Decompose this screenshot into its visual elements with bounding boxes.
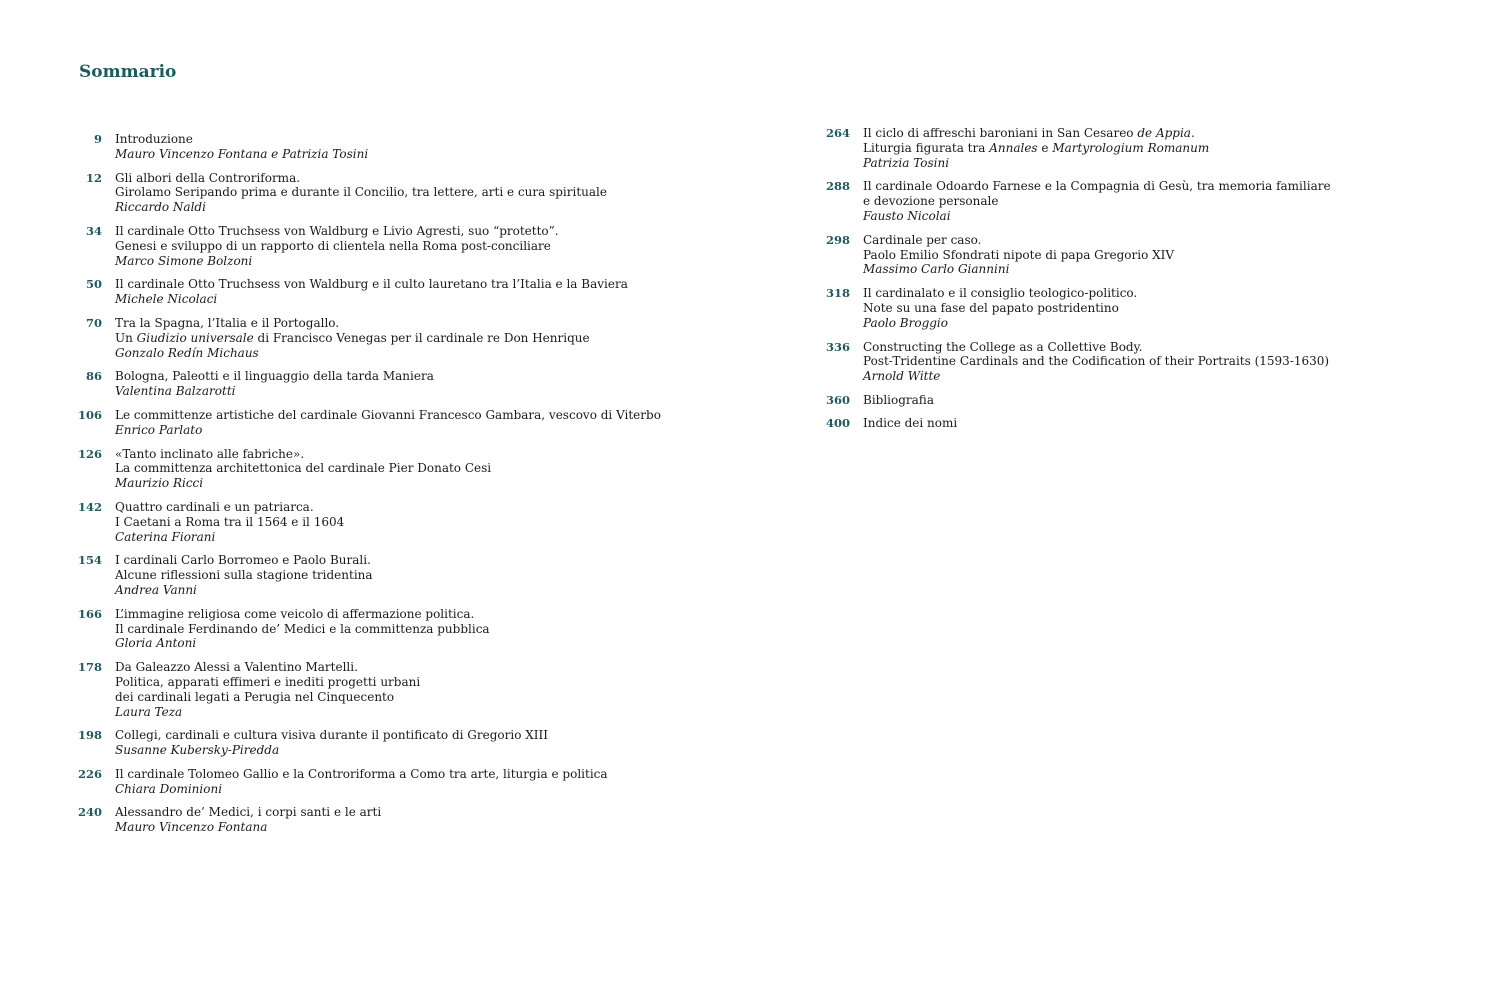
- title-text: Il ciclo di affreschi baroniani in San Cesareo: [863, 126, 1138, 140]
- toc-entry[interactable]: [810, 393, 1450, 408]
- entry-author: Maurizio Ricci: [115, 476, 204, 491]
- page-number: 166: [77, 606, 102, 621]
- toc-entry[interactable]: [810, 233, 1450, 277]
- page-number: 318: [825, 286, 850, 301]
- page-number: 298: [825, 232, 850, 247]
- page-number: 126: [77, 446, 102, 461]
- entry-author: Marco Simone Bolzoni: [115, 253, 253, 268]
- page-number: 226: [77, 766, 102, 781]
- toc-entry[interactable]: [62, 607, 702, 651]
- toc-right-column: [810, 126, 1450, 439]
- page-number: 400: [825, 415, 850, 430]
- page-number: 12: [85, 170, 102, 185]
- toc-entry[interactable]: [810, 126, 1450, 170]
- entry-title: Il cardinale Otto Truchsess von Waldburg e Livio Agresti, suo “protetto”.: [115, 223, 559, 238]
- entry-title: Il cardinalato e il consiglio teologico-politico.: [863, 286, 1138, 301]
- entry-author: Andrea Vanni: [115, 582, 197, 597]
- entry-text: [115, 369, 434, 399]
- subtitle-text: Liturgia figurata tra: [863, 140, 990, 155]
- page-number: 178: [77, 660, 102, 675]
- entry-text: [863, 179, 1331, 223]
- entry-author: Gonzalo Redín Michaus: [115, 345, 259, 360]
- toc-entry[interactable]: [62, 767, 702, 797]
- title-italic-text: de Appia: [1137, 126, 1191, 140]
- page-number: 106: [77, 407, 102, 422]
- entry-text: [115, 447, 491, 491]
- page-number: 34: [85, 223, 102, 238]
- entry-author: Mauro Vincenzo Fontana e Patrizia Tosini: [115, 146, 369, 161]
- entry-text: [115, 171, 607, 215]
- entry-title: Il cardinale Tolomeo Gallio e la Controriforma a Como tra arte, liturgia e politica: [115, 766, 608, 781]
- entry-text: [863, 393, 934, 408]
- toc-entry[interactable]: [62, 728, 702, 758]
- entry-text: [115, 224, 559, 268]
- page-number: 86: [85, 369, 102, 384]
- entry-title: Il cardinale Otto Truchsess von Waldburg e il culto lauretano tra l’Italia e la Baviera: [115, 277, 628, 292]
- entry-subtitle: Girolamo Seripando prima e durante il Concilio, tra lettere, arti e cura spirituale: [115, 185, 607, 200]
- subtitle-italic-text: Martyrologium Romanum: [1052, 140, 1210, 155]
- entry-text: [115, 132, 368, 162]
- entry-title: Bibliografia: [863, 392, 934, 407]
- page-number: 336: [825, 339, 850, 354]
- toc-entry[interactable]: [810, 416, 1450, 431]
- page-number: 264: [825, 126, 850, 140]
- entry-author: Enrico Parlato: [115, 422, 203, 437]
- entry-subtitle: dei cardinali legati a Perugia nel Cinquecento: [115, 689, 395, 704]
- entry-author: Riccardo Naldi: [115, 200, 206, 215]
- toc-entry[interactable]: [62, 500, 702, 544]
- entry-author: Laura Teza: [115, 704, 183, 719]
- entry-subtitle: Genesi e sviluppo di un rapporto di clientela nella Roma post-conciliare: [115, 238, 551, 253]
- entry-title: Gli albori della Controriforma.: [115, 170, 301, 185]
- entry-author: Chiara Dominioni: [115, 781, 223, 796]
- page-number: 288: [825, 179, 850, 194]
- entry-title: I cardinali Carlo Borromeo e Paolo Burali.: [115, 553, 371, 568]
- subtitle-italic-text: Annales: [989, 140, 1038, 155]
- entry-subtitle: e devozione personale: [863, 194, 999, 209]
- toc-left-column: [62, 132, 702, 844]
- page-number: 142: [77, 499, 102, 514]
- page-number: 360: [825, 392, 850, 407]
- entry-subtitle: Alcune riflessioni sulla stagione tridentina: [115, 568, 373, 583]
- entry-text: [115, 408, 661, 438]
- entry-title: Quattro cardinali e un patriarca.: [115, 499, 314, 514]
- entry-title: Cardinale per caso.: [863, 232, 982, 247]
- entry-subtitle: Post-Tridentine Cardinals and the Codification of their Portraits (1593-1630): [863, 354, 1330, 369]
- entry-author: Susanne Kubersky-Piredda: [115, 743, 280, 758]
- toc-entry[interactable]: [62, 408, 702, 438]
- toc-entry[interactable]: [62, 447, 702, 491]
- toc-entry[interactable]: [62, 277, 702, 307]
- entry-author: Mauro Vincenzo Fontana: [115, 820, 268, 835]
- page-number: 9: [93, 132, 102, 146]
- entry-subtitle: La committenza architettonica del cardinale Pier Donato Cesi: [115, 461, 492, 476]
- subtitle-text: di Francisco Venegas per il cardinale re Don Henrique: [253, 330, 590, 345]
- entry-author: Caterina Fiorani: [115, 529, 216, 544]
- toc-entry[interactable]: [62, 553, 702, 597]
- page-number: 198: [77, 728, 102, 743]
- entry-text: [115, 316, 590, 360]
- entry-title: «Tanto inclinato alle fabriche».: [115, 446, 305, 461]
- entry-text: [115, 805, 381, 835]
- entry-text: [863, 126, 1209, 170]
- toc-entry[interactable]: [810, 179, 1450, 223]
- page-number: 240: [77, 805, 102, 820]
- entry-text: [115, 500, 344, 544]
- entry-author: Paolo Broggio: [863, 315, 948, 330]
- toc-entry[interactable]: [62, 369, 702, 399]
- entry-title: L’immagine religiosa come veicolo di affermazione politica.: [115, 606, 475, 621]
- entry-title: Da Galeazzo Alessi a Valentino Martelli.: [115, 660, 358, 675]
- entry-title: Le committenze artistiche del cardinale Giovanni Francesco Gambara, vescovo di Viterbo: [115, 407, 661, 422]
- entry-title: Collegi, cardinali e cultura visiva durante il pontificato di Gregorio XIII: [115, 728, 548, 743]
- entry-text: [115, 767, 608, 797]
- entry-text: [863, 286, 1137, 330]
- subtitle-text: Un: [115, 330, 137, 345]
- toc-entry[interactable]: [62, 171, 702, 215]
- entry-author: Michele Nicolaci: [115, 292, 218, 307]
- toc-entry[interactable]: [62, 132, 702, 162]
- page-number: 154: [77, 553, 102, 568]
- entry-author: Patrizia Tosini: [863, 155, 950, 170]
- entry-text: [115, 728, 548, 758]
- entry-author: Fausto Nicolai: [863, 208, 951, 223]
- title-text: .: [1190, 126, 1195, 140]
- entry-title: Alessandro de’ Medici, i corpi santi e le arti: [115, 805, 382, 820]
- entry-title: Introduzione: [115, 132, 193, 146]
- entry-text: [863, 416, 957, 431]
- toc-entry[interactable]: [810, 286, 1450, 330]
- page-number: 50: [85, 277, 102, 292]
- entry-title: Bologna, Paleotti e il linguaggio della tarda Maniera: [115, 369, 434, 384]
- entry-author: Gloria Antoni: [115, 636, 197, 651]
- entry-text: [863, 233, 1174, 277]
- entry-text: [863, 340, 1329, 384]
- entry-subtitle: Note su una fase del papato postridentino: [863, 300, 1119, 315]
- entry-text: [115, 607, 490, 651]
- entry-title: Il cardinale Odoardo Farnese e la Compagnia di Gesù, tra memoria familiare: [863, 179, 1331, 194]
- entry-text: [115, 277, 628, 307]
- entry-text: [115, 660, 420, 719]
- page-title: Sommario: [79, 62, 177, 82]
- entry-author: Arnold Witte: [863, 369, 941, 384]
- entry-subtitle: Paolo Emilio Sfondrati nipote di papa Gregorio XIV: [863, 247, 1175, 262]
- entry-subtitle: Il cardinale Ferdinando de’ Medici e la committenza pubblica: [115, 621, 490, 636]
- entry-title: Constructing the College as a Collettive Body.: [863, 339, 1143, 354]
- toc-entry[interactable]: [62, 660, 702, 719]
- page-number: 70: [85, 315, 102, 330]
- entry-title: Indice dei nomi: [863, 415, 958, 430]
- toc-entry[interactable]: [810, 340, 1450, 384]
- subtitle-italic-text: Giudizio universale: [136, 330, 254, 345]
- entry-subtitle: [863, 141, 1209, 156]
- entry-title: [863, 126, 1209, 141]
- entry-text: [115, 553, 373, 597]
- entry-subtitle: I Caetani a Roma tra il 1564 e il 1604: [115, 514, 345, 529]
- entry-author: Massimo Carlo Giannini: [863, 262, 1010, 277]
- toc-entry[interactable]: [62, 316, 702, 360]
- entry-subtitle: [115, 331, 590, 346]
- entry-subtitle: Politica, apparati effimeri e inediti progetti urbani: [115, 674, 421, 689]
- entry-title: Tra la Spagna, l’Italia e il Portogallo.: [115, 315, 340, 330]
- subtitle-text: e: [1037, 140, 1053, 155]
- entry-author: Valentina Balzarotti: [115, 384, 236, 399]
- toc-entry[interactable]: [62, 224, 702, 268]
- toc-entry[interactable]: [62, 805, 702, 835]
